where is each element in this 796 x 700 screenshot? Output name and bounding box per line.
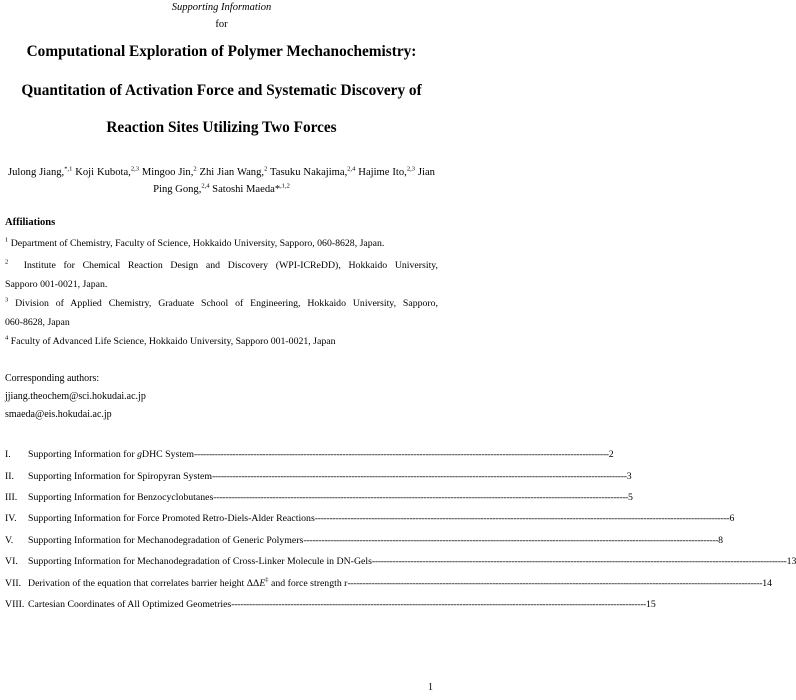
affiliation-4: $^4$ Faculty of Advanced Life Science, Hokkaido University, Sapporo 001-0021, Japan: [5, 334, 336, 347]
page-number: 1: [428, 682, 433, 693]
title-line-1: Computational Exploration of Polymer Mechanochemistry:: [26, 43, 417, 60]
table-of-contents: [5, 444, 796, 615]
toc-item-3[interactable]: III. Supporting Information for Benzocyclobutanes -------------------------------------------------------------------------------------------------------------------------------------------- 5: [5, 491, 633, 503]
toc-item-6[interactable]: VI. Supporting Information for Mechanodegradation of Cross-Linker Molecule in DN-Gels -------------------------------------------------------------------------------------------------------------------------------------------- 13: [5, 556, 796, 568]
affiliation-1: $^1$ Department of Chemistry, Faculty of Science, Hokkaido University, Sapporo, 060-8628, Japan.: [5, 236, 385, 249]
toc-item-8[interactable]: VIII. Cartesian Coordinates of All Optimized Geometries -------------------------------------------------------------------------------------------------------------------------------------------- 15: [5, 598, 656, 610]
toc-item-7[interactable]: VII. Derivation of the equation that correlates barrier height ΔΔE‡ and force strength r -------------------------------------------------------------------------------------------------------------------------------------------- 14: [5, 576, 772, 589]
toc-leader: --------------------------------------------------------------------------------------------------------------------------------------------: [314, 513, 730, 525]
author: Satoshi Maeda*$^{,1,2}$: [212, 182, 290, 195]
toc-item-1[interactable]: I. Supporting Information for gDHC System -------------------------------------------------------------------------------------------------------------------------------------------- 2: [5, 449, 614, 461]
author-list: [8, 164, 435, 198]
affiliations-heading: Affiliations: [5, 217, 56, 228]
toc-leader: --------------------------------------------------------------------------------------------------------------------------------------------: [371, 556, 787, 568]
email-link-1[interactable]: jjiang.theochem@sci.hokudai.ac.jp: [5, 391, 146, 402]
toc-leader: --------------------------------------------------------------------------------------------------------------------------------------------: [194, 449, 609, 461]
affiliation-2: $^2$ Institute for Chemical Reaction Design and Discovery (WPI-ICReDD), Hokkaido University, Sapporo 001-0021, Japan.: [5, 258, 438, 290]
toc-leader: --------------------------------------------------------------------------------------------------------------------------------------------: [347, 577, 763, 589]
author: Zhi Jian Wang,$^2$: [199, 165, 268, 178]
toc-leader: --------------------------------------------------------------------------------------------------------------------------------------------: [211, 470, 627, 482]
supporting-information-label: Supporting Information: [171, 2, 272, 13]
toc-leader: --------------------------------------------------------------------------------------------------------------------------------------------: [213, 491, 629, 503]
author: Julong Jiang,$^{*,1}$: [8, 165, 73, 178]
title-line-3: Reaction Sites Utilizing Two Forces: [106, 119, 337, 136]
toc-leader: --------------------------------------------------------------------------------------------------------------------------------------------: [231, 598, 646, 610]
for-label: for: [215, 19, 228, 30]
author: Hajime Ito,$^{2,3}$: [358, 165, 415, 178]
author: Tasuku Nakajima,$^{2,4}$: [270, 165, 356, 178]
toc-item-2[interactable]: II. Supporting Information for Spiropyran System -------------------------------------------------------------------------------------------------------------------------------------------- 3: [5, 470, 632, 482]
toc-leader: --------------------------------------------------------------------------------------------------------------------------------------------: [303, 534, 719, 546]
author: Jian Ping Gong,$^{2,4}$: [153, 167, 435, 195]
toc-item-4[interactable]: IV. Supporting Information for Force Promoted Retro-Diels-Alder Reactions -------------------------------------------------------------------------------------------------------------------------------------------- 6: [5, 513, 735, 525]
author: Mingoo Jin,$^2$: [141, 165, 197, 178]
email-link-2[interactable]: smaeda@eis.hokudai.ac.jp: [5, 409, 112, 420]
title-line-2: Quantitation of Activation Force and Systematic Discovery of: [21, 82, 422, 99]
author: Koji Kubota,$^{2,3}$: [75, 165, 139, 178]
corresponding-authors-label: Corresponding authors:: [5, 373, 100, 384]
affiliation-3: $^3$ Division of Applied Chemistry, Graduate School of Engineering, Hokkaido University, Sapporo, 060-8628, Japan: [5, 296, 439, 328]
toc-item-5[interactable]: V. Supporting Information for Mechanodegradation of Generic Polymers -------------------------------------------------------------------------------------------------------------------------------------------- 8: [5, 534, 723, 546]
